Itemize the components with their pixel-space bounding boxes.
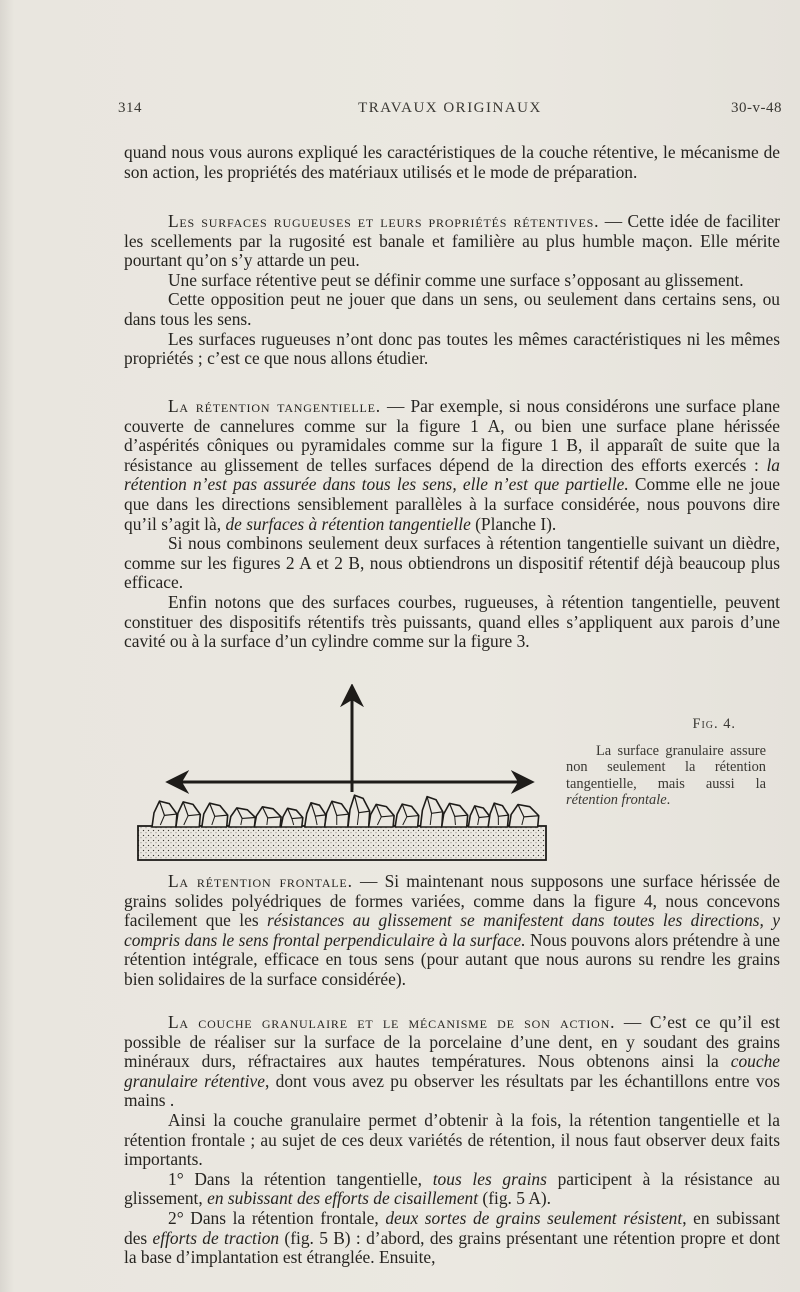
grain-row [152, 795, 539, 827]
section-paragraph: Si nous combinons seulement deux surfaces à rétention tangentielle suivant un dièdre, comme sur les figures 2 A et 2 B, nous obtiendrons un dispositif rétentif déjà beaucoup plus efficace. [124, 533, 780, 593]
section-paragraph: Enfin notons que des surfaces courbes, rugueuses, à rétention tangentielle, peuvent constituer des dispositifs rétentifs très puissants, quand elles s’appliquent aux parois d’une cavité ou à la surface d’un cylindre comme sur la figure 3. [124, 591, 780, 652]
intro-paragraph: quand nous vous aurons expliqué les caractéristiques de la couche rétentive, le mécanisme de son action, les propriétés des matériaux utilisés et le mode de préparation. [124, 142, 780, 182]
section-paragraph: La couche granulaire et le mécanisme de son action. — C’est ce qu’il est possible de réaliser sur la surface de la porcelaine d’une dent, en y soudant des grains minéraux durs, réfractaires aux hautes températures. Nous obtenons ainsi la couche granulaire rétentive, dont vous avez pu observer les résultats par les échantillons entre vos mains . [124, 1012, 781, 1111]
page-number: 314 [118, 100, 142, 116]
section-heading: Les surfaces rugueuses et leurs propriétés rétentives. [168, 211, 600, 231]
section-paragraph: La rétention frontale. — Si maintenant nous supposons une surface hérissée de grains solides polyédriques de formes variées, comme dans la figure 4, nous concevons facilement que les résistances au glissement se manifestent dans toutes les directions, y compris dans le sens frontal perpendiculaire à la surface. Nous pouvons alors prétendre à une rétention intégrale, efficace en tous sens (pour autant que nous aurons su rendre les grains bien solidaires de la surface considérée). [124, 871, 780, 989]
section-retention-frontale [124, 872, 780, 990]
section-surfaces-rugueuses [124, 212, 780, 369]
running-title: TRAVAUX ORIGINAUX [358, 100, 542, 116]
section-paragraph: 1° Dans la rétention tangentielle, tous les grains participent à la résistance au glissement, en subissant des efforts de cisaillement (fig. 5 A). [124, 1168, 780, 1209]
section-paragraph: Ainsi la couche granulaire permet d’obtenir à la fois, la rétention tangentielle et la rétention frontale ; au sujet de ces deux variétés de rétention, il nous faut observer deux faits importants. [124, 1109, 780, 1170]
figure-caption [566, 716, 766, 809]
substrate [138, 826, 546, 860]
section-paragraph: Les surfaces rugueuses n’ont donc pas toutes les mêmes caractéristiques ni les mêmes propriétés ; c’est ce que nous allons étudier. [124, 328, 780, 369]
section-paragraph: La rétention tangentielle. — Par exemple, si nous considérons une surface plane couverte de cannelures comme sur la figure 1 A, ou bien une surface plane hérissée d’aspérités côniques ou pyramidales comme sur la figure 1 B, il apparaît de suite que la résistance au glissement de telles surfaces dépend de la direction des efforts exercés : la rétention n’est pas assurée dans tous les sens, elle n’est que partielle. Comme elle ne joue que dans les directions sensiblement parallèles à la surface considérée, nous pouvons dire qu’il s’agit là, de surfaces à rétention tangentielle (Planche I). [124, 396, 780, 534]
caption-text: La surface granulaire assure non seulement la rétention tangentielle, mais aussi la rétention frontale. [566, 742, 766, 808]
figure-label: Fig. 4. [692, 716, 736, 732]
section-heading: La rétention frontale. [168, 871, 353, 891]
section-couche-granulaire [124, 1013, 780, 1268]
header-date: 30-v-48 [731, 100, 782, 116]
figure-4-granular-surface [132, 684, 552, 864]
section-heading: La rétention tangentielle. [168, 396, 381, 416]
section-retention-tangentielle [124, 397, 780, 652]
running-header [118, 100, 782, 122]
section-paragraph: 2° Dans la rétention frontale, deux sortes de grains seulement résistent, en subissant des efforts de traction (fig. 5 B) : d’abord, des grains présentant une rétention propre et dont la base d’implantation est étranglée. Ensuite, [124, 1207, 781, 1268]
section-paragraph: Une surface rétentive peut se définir comme une surface s’opposant au glissement. [168, 269, 744, 290]
section-heading: La couche granulaire et le mécanisme de son action. [168, 1012, 616, 1032]
section-paragraph: Les surfaces rugueuses et leurs propriétés rétentives. — Cette idée de faciliter les scellements par la rugosité est banale et familière au plus humble maçon. Elle mérite pourtant qu’on s’y attarde un peu. [124, 211, 780, 271]
section-paragraph: Cette opposition peut ne jouer que dans un sens, ou seulement dans certains sens, ou dans tous les sens. [124, 289, 780, 329]
